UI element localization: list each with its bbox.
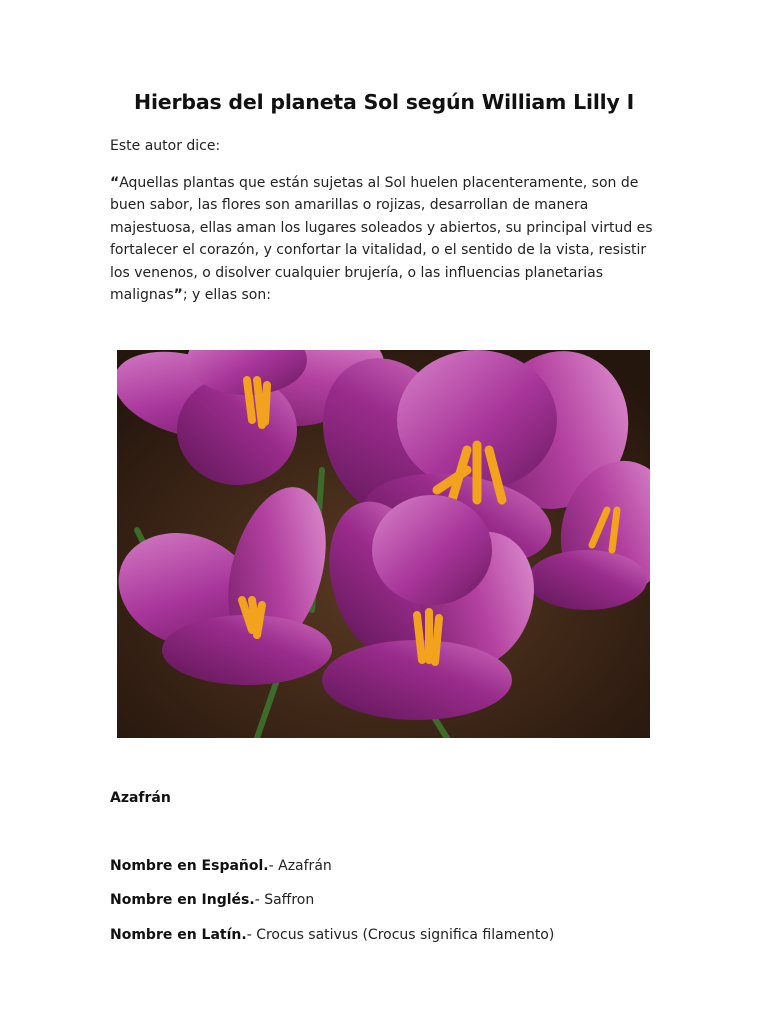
field-value: - Azafrán bbox=[268, 858, 332, 874]
quote-paragraph bbox=[110, 172, 670, 306]
field-value: - Crocus sativus (Crocus significa filamento) bbox=[246, 927, 555, 943]
section-heading-azafran: Azafrán bbox=[110, 790, 171, 806]
quote-close-mark: ” bbox=[173, 287, 183, 304]
field-label: Nombre en Latín. bbox=[110, 927, 247, 943]
field-english-name bbox=[110, 892, 314, 908]
field-value: - Saffron bbox=[254, 892, 315, 908]
document-title: Hierbas del planeta Sol según William Lilly I bbox=[133, 90, 635, 114]
crocus-photo bbox=[117, 350, 650, 738]
field-label: Nombre en Español. bbox=[110, 858, 269, 874]
quote-tail: ; y ellas son: bbox=[182, 287, 271, 304]
quote-text: Aquellas plantas que están sujetas al Sol huelen placenteramente, son de buen sabor, las flores son amarillas o rojizas, desarrollan de manera majestuosa, ellas aman los lugares soleados y abiertos, su principal virtud es fortalecer el corazón, y confortar la vitalidad, o el sentido de la vista, resistir los venenos, o disolver cualquier brujería, o las influencias planetarias malignas bbox=[110, 175, 653, 304]
intro-text: Este autor dice: bbox=[110, 138, 221, 154]
field-label: Nombre en Inglés. bbox=[110, 892, 255, 908]
quote-open-mark: “ bbox=[110, 175, 120, 191]
field-spanish-name bbox=[110, 858, 332, 874]
field-latin-name bbox=[110, 927, 554, 943]
